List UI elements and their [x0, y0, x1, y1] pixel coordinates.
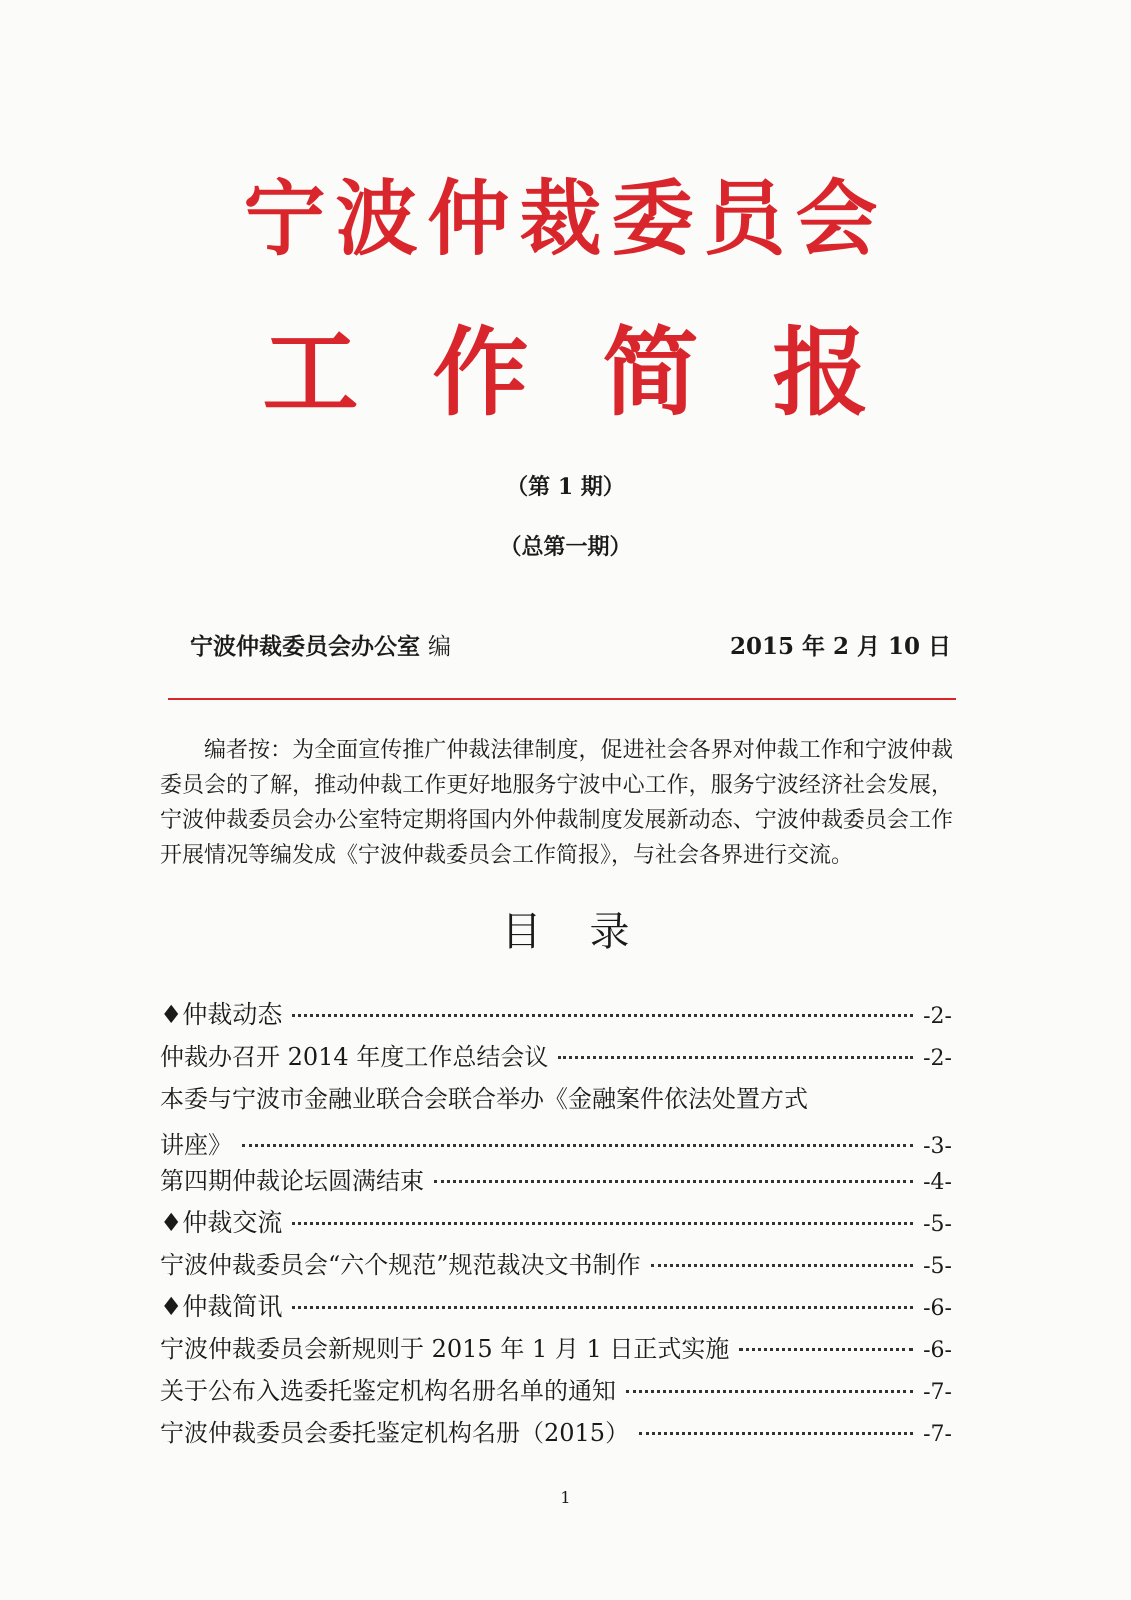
toc-entry-page: -2- [923, 1004, 952, 1029]
toc-leader [558, 1056, 913, 1059]
toc-entry-page: -6- [923, 1296, 952, 1321]
toc-entry-label: 第四期仲裁论坛圆满结束 [160, 1167, 424, 1195]
publish-date: 2015 年 2 月 10 日 [730, 633, 952, 660]
editor-suffix: 编 [428, 634, 451, 660]
total-issue-number: （总第一期） [499, 534, 632, 560]
toc-entry-label: ♦仲裁交流 [160, 1208, 283, 1237]
toc-entry[interactable] [160, 1203, 952, 1245]
toc-entry[interactable] [160, 1371, 952, 1413]
toc-leader [651, 1264, 914, 1267]
toc-entry[interactable] [160, 1037, 952, 1079]
toc-leader [639, 1432, 913, 1435]
issue-number: （第 1 期） [506, 474, 625, 500]
table-of-contents [160, 995, 952, 1455]
editor-line [190, 628, 451, 661]
editor-note: 编者按：为全面宣传推广仲裁法律制度，促进社会各界对仲裁工作和宁波仲裁委员会的了解，推动仲裁工作更好地服务宁波中心工作，服务宁波经济社会发展，宁波仲裁委员会办公室特定期将国内外仲裁制度发展新动态、宁波仲裁委员会工作开展情况等编发成《宁波仲裁委员会工作简报》，与社会各界进行交流。 [160, 738, 953, 868]
toc-entry[interactable] [160, 1079, 952, 1125]
toc-entry[interactable] [160, 1413, 952, 1455]
toc-entry-label: 仲裁办召开 2014 年度工作总结会议 [160, 1043, 549, 1071]
page-number: 1 [560, 1488, 571, 1507]
toc-entry-page: -3- [923, 1134, 952, 1159]
toc-entry-page: -6- [923, 1338, 952, 1363]
toc-entry-label: 宁波仲裁委员会委托鉴定机构名册（2015） [160, 1419, 630, 1447]
toc-entry-page: -7- [923, 1422, 952, 1447]
toc-entry-page: -7- [923, 1380, 952, 1405]
toc-heading: 目录 [501, 909, 678, 955]
toc-entry-page: -5- [923, 1254, 952, 1279]
toc-leader [242, 1144, 913, 1147]
toc-entry[interactable] [160, 1161, 952, 1203]
toc-entry-page: -2- [923, 1046, 952, 1071]
editor-name: 宁波仲裁委员会办公室 [190, 633, 420, 660]
toc-entry-page: -4- [923, 1170, 952, 1195]
toc-leader [434, 1180, 913, 1183]
toc-leader [292, 1014, 913, 1017]
toc-entry[interactable] [160, 995, 952, 1037]
toc-entry-label: 宁波仲裁委员会“六个规范”规范裁决文书制作 [160, 1251, 641, 1279]
toc-entry-label: 宁波仲裁委员会新规则于 2015 年 1 月 1 日正式实施 [160, 1335, 730, 1363]
toc-leader [739, 1348, 913, 1351]
toc-entry-label: ♦仲裁简讯 [160, 1292, 283, 1321]
toc-entry[interactable] [160, 1287, 952, 1329]
toc-entry[interactable] [160, 1329, 952, 1371]
masthead-title: 宁波仲裁委员会 [243, 172, 888, 267]
toc-entry-page: -5- [923, 1212, 952, 1237]
toc-entry-label: ♦仲裁动态 [160, 1000, 283, 1029]
toc-leader [292, 1222, 913, 1225]
toc-entry-label: 本委与宁波市金融业联合会联合举办《金融案件依法处置方式 [160, 1085, 808, 1113]
red-divider [168, 698, 956, 700]
toc-leader [292, 1306, 913, 1309]
toc-entry-label: 讲座》 [160, 1131, 232, 1159]
toc-entry[interactable] [160, 1125, 952, 1161]
toc-entry-label: 关于公布入选委托鉴定机构名册名单的通知 [160, 1377, 616, 1405]
toc-leader [626, 1390, 913, 1393]
masthead-subtitle: 工作简报 [262, 317, 943, 429]
toc-entry[interactable] [160, 1245, 952, 1287]
